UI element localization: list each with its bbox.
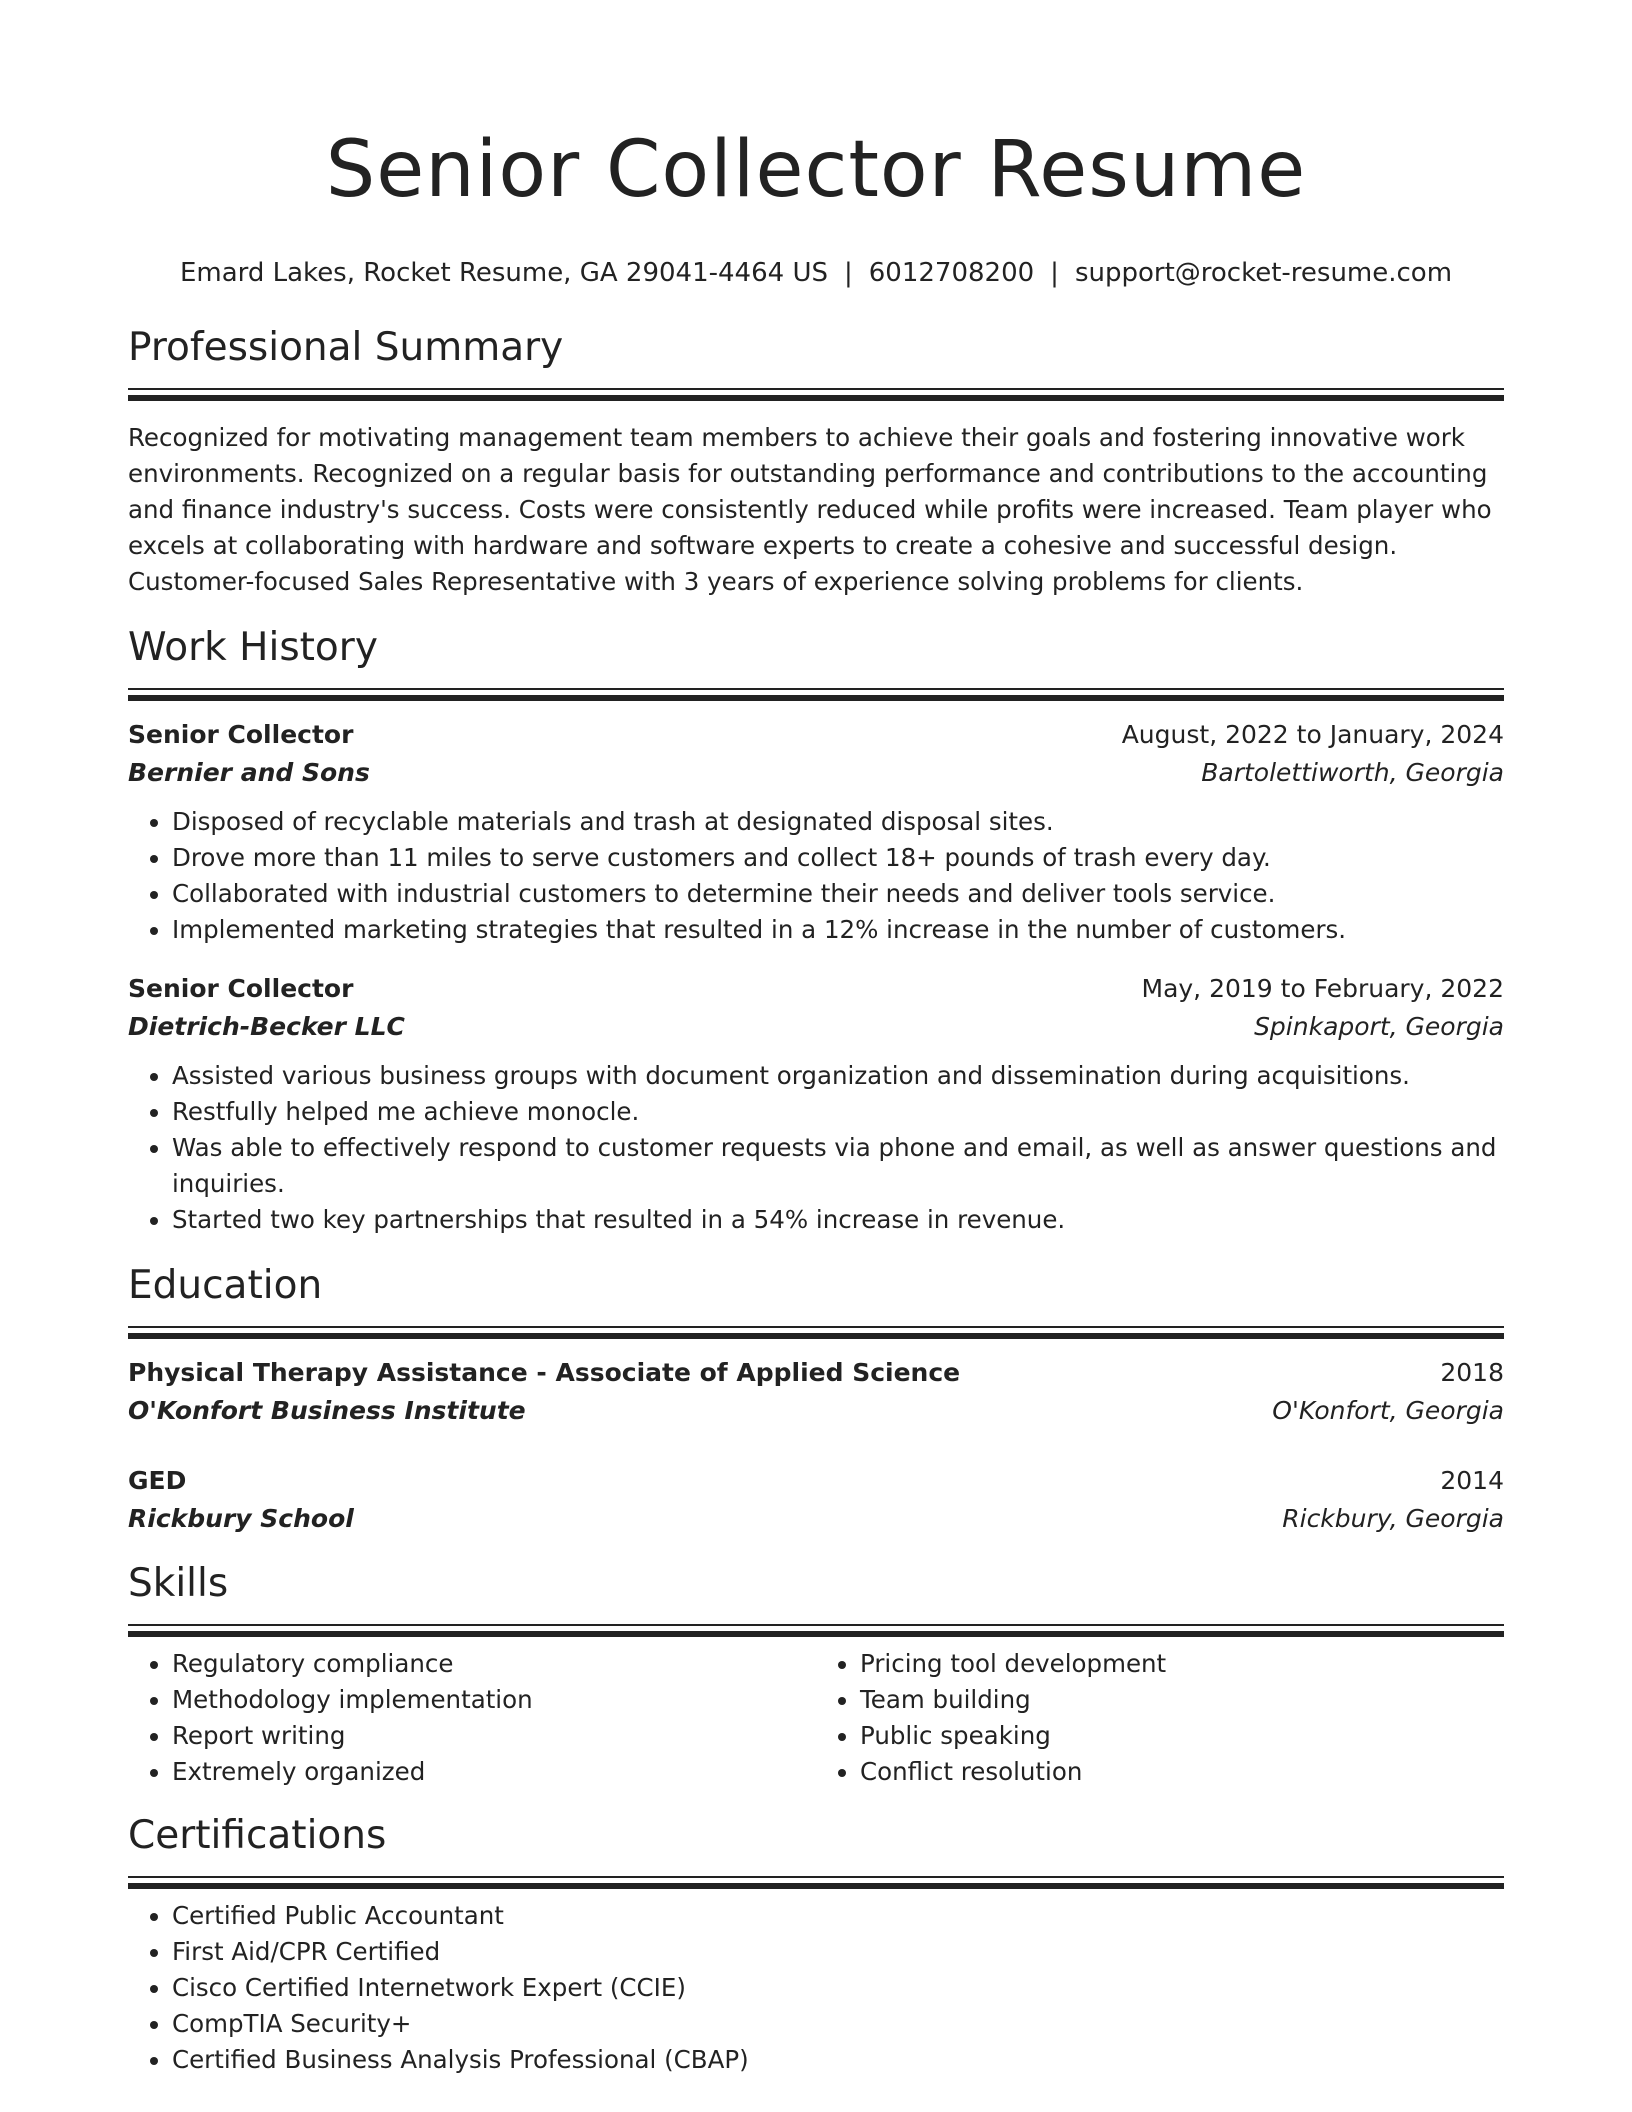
section-heading: Work History <box>128 625 378 670</box>
education-header-row <box>128 1354 1504 1392</box>
work-history-section <box>128 624 1504 1238</box>
job-location: Bartolettiworth, Georgia <box>1201 758 1504 787</box>
education-year: 2014 <box>1440 1466 1504 1495</box>
contact-line <box>128 256 1504 290</box>
list-item: • Assisted various business groups with document organization and dissemination during acquisitions. <box>172 1058 1504 1094</box>
certifications-section <box>128 1812 1504 2078</box>
list-item: • Cisco Certified Internetwork Expert (CCIE) <box>172 1970 1504 2006</box>
section-divider <box>128 1876 1504 1888</box>
job-header-row <box>128 716 1504 754</box>
job-location: Spinkaport, Georgia <box>1254 1012 1504 1041</box>
list-item: • Certified Public Accountant <box>172 1898 1504 1934</box>
school-name: O'Konfort Business Institute <box>128 1396 526 1425</box>
skills-section <box>128 1560 1504 1790</box>
job-header-row <box>128 970 1504 1008</box>
job-entry <box>128 970 1504 1238</box>
education-year: 2018 <box>1440 1358 1504 1387</box>
list-item: • Disposed of recyclable materials and trash at designated disposal sites. <box>172 804 1504 840</box>
list-item: • Team building <box>860 1682 1504 1718</box>
contact-separator: | <box>1050 258 1059 288</box>
job-bullets <box>128 804 1504 948</box>
job-company: Dietrich-Becker LLC <box>128 1012 405 1041</box>
list-item: • Extremely organized <box>172 1754 816 1790</box>
education-entry <box>128 1354 1504 1430</box>
list-item: • First Aid/CPR Certified <box>172 1934 1504 1970</box>
list-item: • CompTIA Security+ <box>172 2006 1504 2042</box>
section-divider <box>128 388 1504 400</box>
degree-title: GED <box>128 1466 187 1495</box>
list-item: • Report writing <box>172 1718 816 1754</box>
skills-grid <box>128 1646 1504 1790</box>
list-item: • Drove more than 11 miles to serve customers and collect 18+ pounds of trash every day. <box>172 840 1504 876</box>
job-entry <box>128 716 1504 948</box>
list-item: • Restfully helped me achieve monocle. <box>172 1094 1504 1130</box>
skills-column-left <box>128 1646 816 1790</box>
job-dates: August, 2022 to January, 2024 <box>1121 720 1504 749</box>
job-company-row <box>128 754 1504 792</box>
job-bullets <box>128 1058 1504 1238</box>
education-section <box>128 1262 1504 1538</box>
certifications-list <box>128 1898 1504 2078</box>
section-divider <box>128 1624 1504 1636</box>
summary-text: Recognized for motivating management team members to achieve their goals and fostering innovative work environments. Recognized on a regular basis for outstanding performance and contributions to the accounting and finance industry's success. Costs were consistently reduced while profits were increased. Team player who excels at collaborating with hardware and software experts to create a cohesive and successful design. Customer-focused Sales Representative with 3 years of experience solving problems for clients. <box>128 423 1492 596</box>
contact-email: support@rocket-resume.com <box>1074 258 1453 288</box>
list-item: • Certified Business Analysis Professional (CBAP) <box>172 2042 1504 2078</box>
school-location: Rickbury, Georgia <box>1282 1504 1504 1533</box>
section-divider <box>128 688 1504 700</box>
education-school-row <box>128 1392 1504 1430</box>
education-header-row <box>128 1462 1504 1500</box>
list-item: • Regulatory compliance <box>172 1646 816 1682</box>
section-heading: Education <box>128 1263 323 1308</box>
skills-column-right <box>816 1646 1504 1790</box>
job-dates: May, 2019 to February, 2022 <box>1141 974 1504 1003</box>
job-company: Bernier and Sons <box>128 758 370 787</box>
job-company-row <box>128 1008 1504 1046</box>
section-heading: Skills <box>128 1561 229 1606</box>
education-school-row <box>128 1500 1504 1538</box>
list-item: • Conflict resolution <box>860 1754 1504 1790</box>
list-item: • Started two key partnerships that resulted in a 54% increase in revenue. <box>172 1202 1504 1238</box>
list-item: • Implemented marketing strategies that resulted in a 12% increase in the number of customers. <box>172 912 1504 948</box>
summary-section <box>128 324 1504 600</box>
list-item: • Pricing tool development <box>860 1646 1504 1682</box>
degree-title: Physical Therapy Assistance - Associate of Applied Science <box>128 1358 961 1387</box>
contact-address: Emard Lakes, Rocket Resume, GA 29041-4464 US <box>179 258 828 288</box>
education-entry <box>128 1462 1504 1538</box>
section-divider <box>128 1326 1504 1338</box>
contact-separator: | <box>843 258 853 288</box>
section-heading: Professional Summary <box>128 325 564 370</box>
list-item: • Methodology implementation <box>172 1682 816 1718</box>
contact-phone: 6012708200 <box>868 258 1035 288</box>
section-heading: Certifications <box>128 1813 387 1858</box>
school-location: O'Konfort, Georgia <box>1272 1396 1504 1425</box>
school-name: Rickbury School <box>128 1504 354 1533</box>
list-item: • Public speaking <box>860 1718 1504 1754</box>
job-title: Senior Collector <box>128 720 354 749</box>
job-title: Senior Collector <box>128 974 354 1003</box>
page-title: Senior Collector Resume <box>325 125 1307 215</box>
list-item: • Was able to effectively respond to customer requests via phone and email, as well as answer questions and inquiries. <box>172 1130 1504 1202</box>
list-item: • Collaborated with industrial customers to determine their needs and deliver tools service. <box>172 876 1504 912</box>
